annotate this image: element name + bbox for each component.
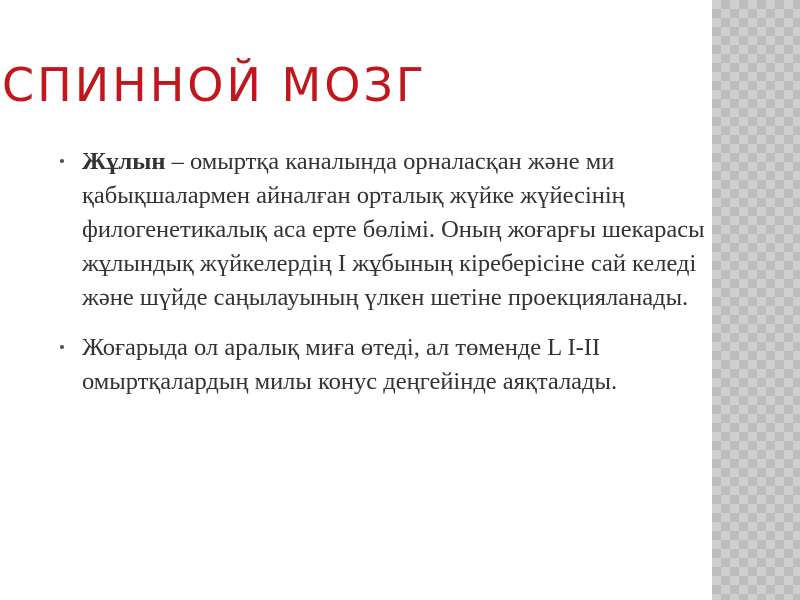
bullet-dot-icon	[60, 159, 64, 163]
decorative-side-strip	[712, 0, 800, 600]
slide-title: СПИННОЙ МОЗГ	[2, 58, 427, 112]
bullet-item-1	[60, 145, 710, 315]
bullet-text: – омыртқа каналында орналасқан және ми қабықшалармен айналған орталық жүйке жүйесінің филогенетикалық аса ерте бөлімі. Оның жоғарғы шекарасы жұлындық жүйкелердің I жұбының кіреберісіне сай келеді және шүйде саңылауының үлкен шетіне проекцияланады.	[82, 148, 705, 311]
bullet-text: Жоғарыда ол аралық миға өтеді, ал төменде L I-II омыртқалардың милы конус деңгейінде аяқталады.	[82, 334, 618, 395]
bullet-dot-icon	[60, 345, 64, 349]
bullet-item-2	[60, 331, 710, 399]
bullet-list	[60, 145, 710, 415]
bullet-term: Жұлын	[82, 148, 166, 175]
